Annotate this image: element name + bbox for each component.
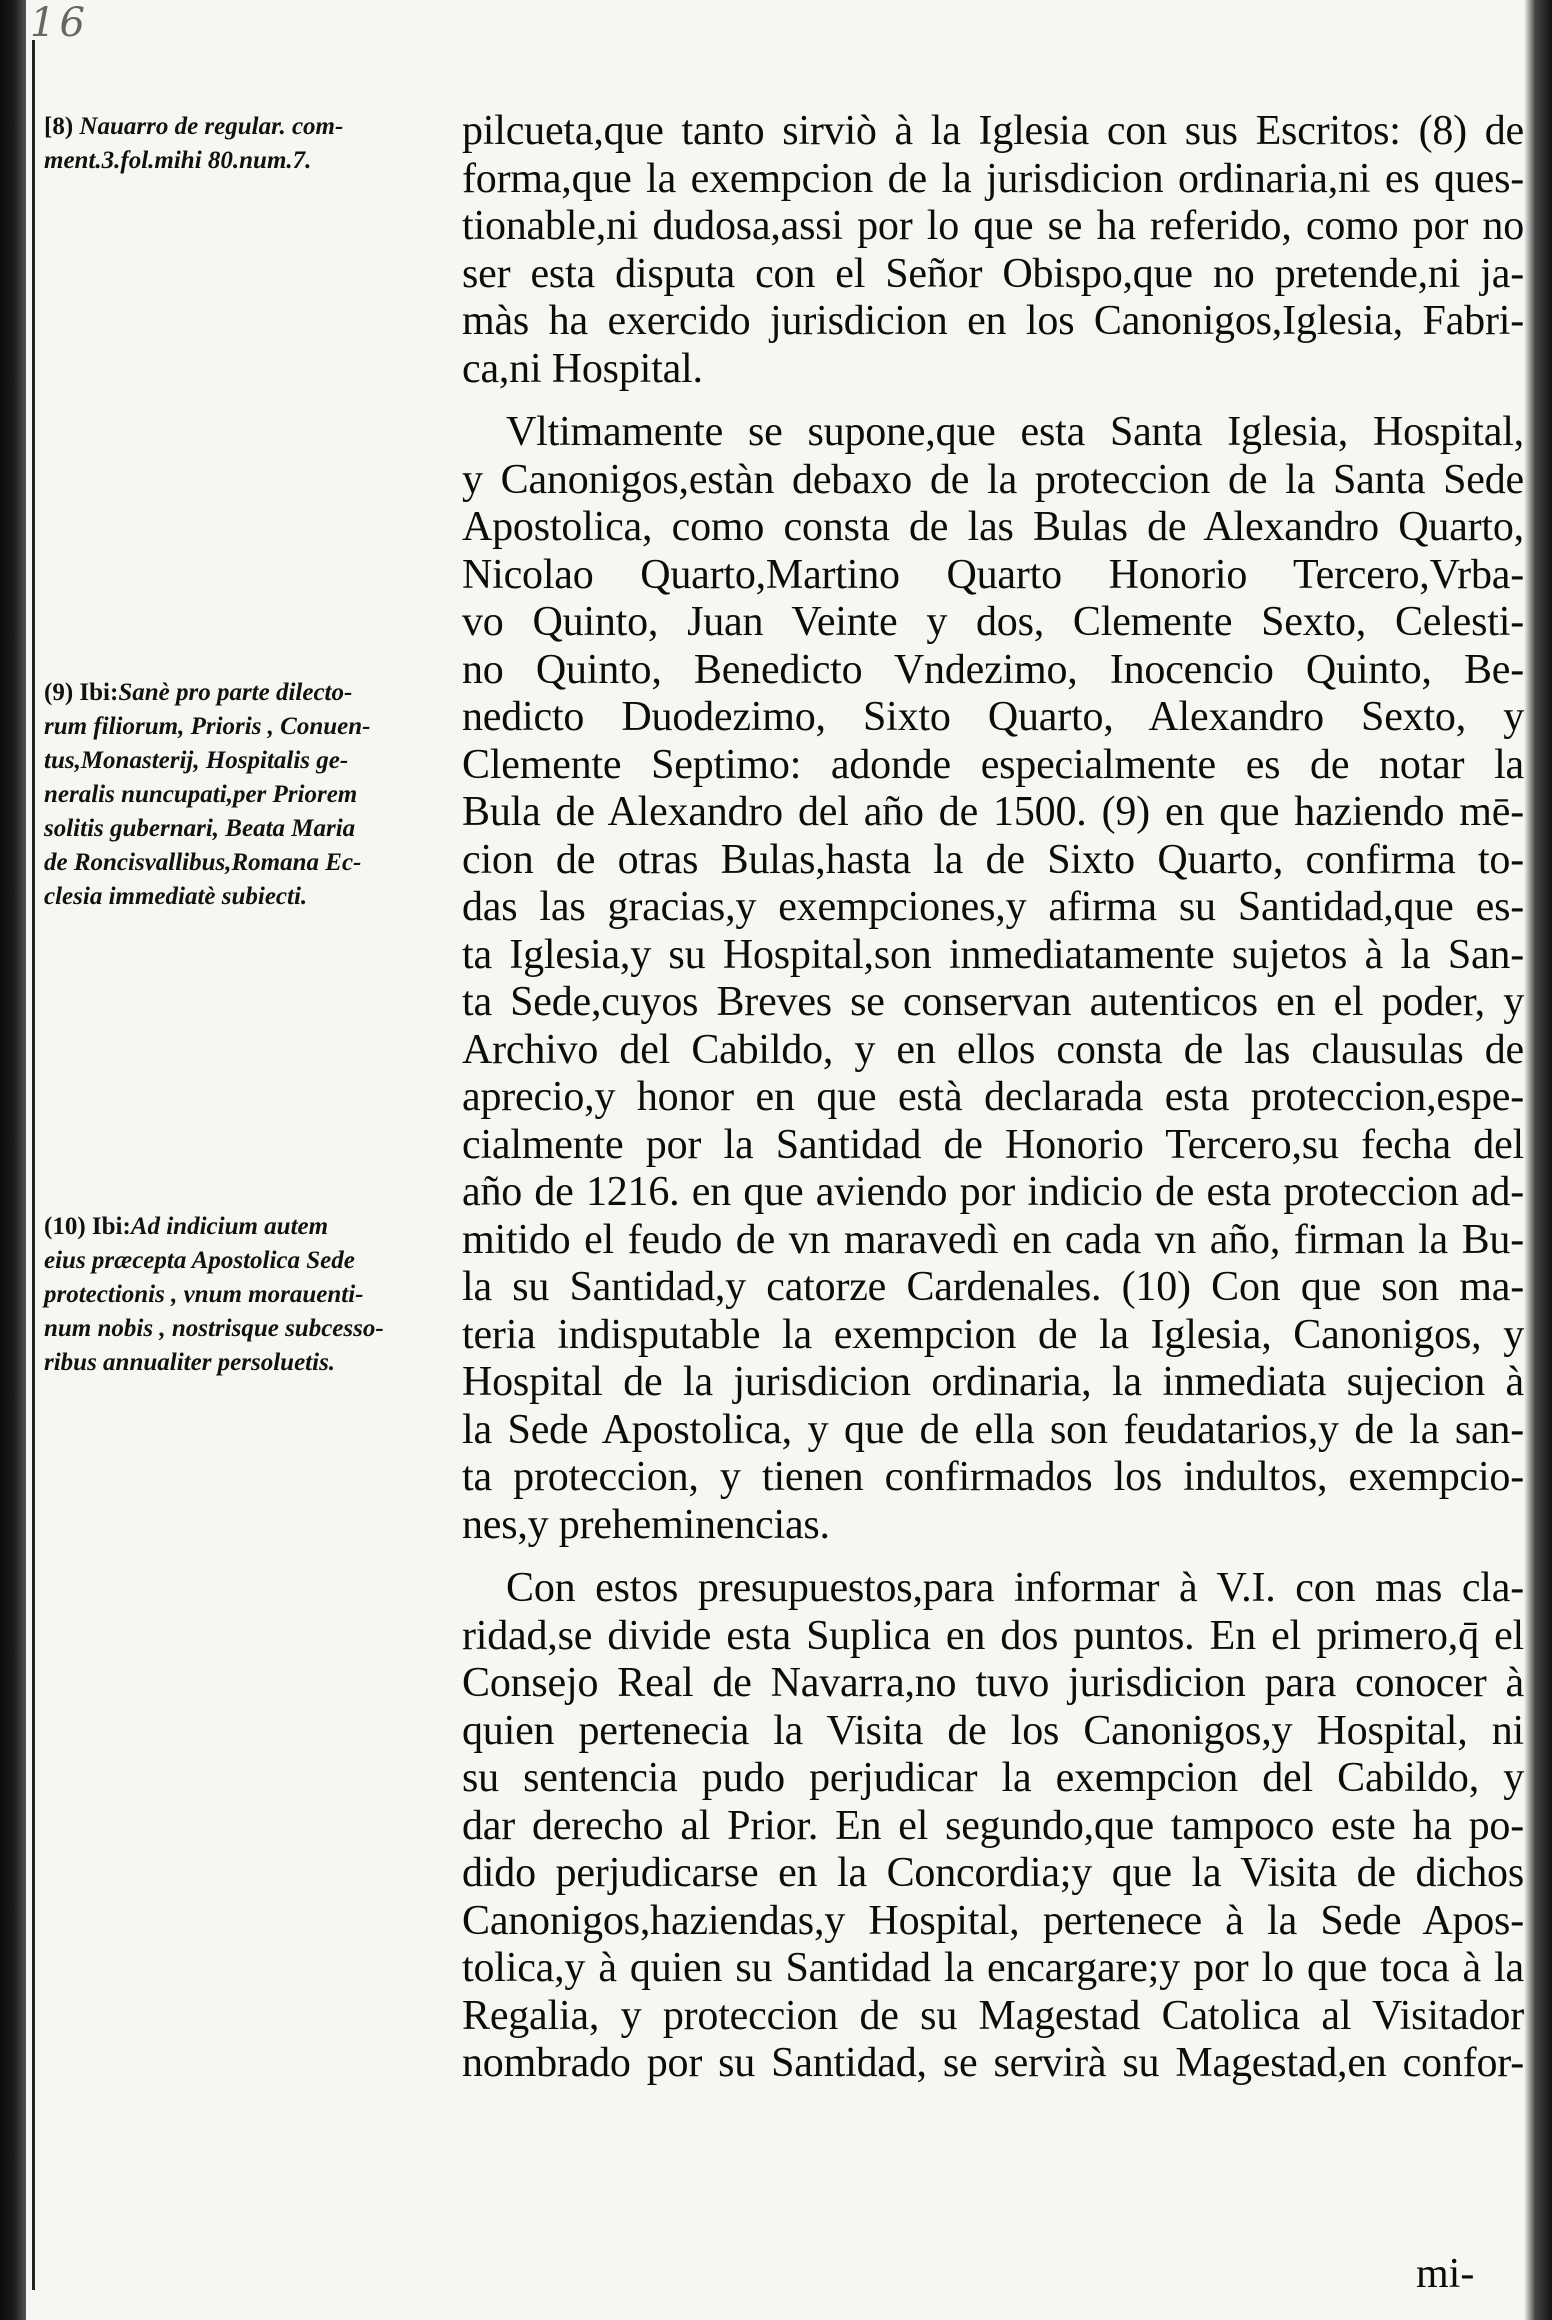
text-line: Hospital de la jurisdicion ordinaria, la inmediata sujecion à: [462, 1359, 1524, 1405]
show-through-bleed: [300, 180, 307, 216]
text-line: Con estos presupuestos,para informar à V.I. con mas cla-: [506, 1565, 1524, 1611]
page-edge-shadow: [1524, 0, 1552, 2320]
text-line: no Quinto, Benedicto Vndezimo, Inocencio Quinto, Be-: [462, 646, 1524, 693]
note-text: Ad indicium autem: [130, 1213, 329, 1240]
text-line: Nicolao Quarto,Martino Quarto Honorio Tercero,Vrba-: [462, 551, 1524, 598]
text-line: ridad,se divide esta Suplica en dos puntos. En el primero,q̄ el: [462, 1612, 1524, 1659]
text-line: Vltimamente se supone,que esta Santa Iglesia, Hospital,: [506, 409, 1524, 455]
text-line: pilcueta,que tanto sirviò à la Iglesia con sus Escritos: (8) de: [462, 108, 1524, 154]
page-margin-rule: [32, 40, 35, 2290]
note-text: ribus annualiter persoluetis.: [44, 1349, 336, 1376]
text-line: vo Quinto, Juan Veinte y dos, Clemente Sexto, Celesti-: [462, 599, 1524, 645]
text-line: nedicto Duodezimo, Sixto Quarto, Alexandro Sexto, y: [462, 694, 1524, 740]
text-line: nes,y preheminencias.: [462, 1501, 830, 1548]
text-line: Apostolica, como consta de las Bulas de Alexandro Quarto,: [462, 504, 1524, 550]
note-text: num nobis , nostrisque subcesso-: [44, 1315, 384, 1342]
page-binding-shadow: [0, 0, 26, 2320]
note-text: Sanè pro parte dilecto-: [118, 679, 353, 706]
text-line: nombrado por su Santidad, se servirà su Magestad,en confor-: [462, 2040, 1524, 2086]
text-line: forma,que la exempcion de la jurisdicion ordinaria,ni es ques-: [462, 155, 1524, 202]
text-line: cialmente por la Santidad de Honorio Tercero,su fecha del: [462, 1121, 1524, 1168]
text-line: ca,ni Hospital.: [462, 345, 703, 392]
text-line: mitido el feudo de vn maravedì en cada vn año, firman la Bu-: [462, 1216, 1524, 1263]
margin-note-line: [44, 110, 343, 144]
text-line: y Canonigos,estàn debaxo de la proteccion de la Santa Sede: [462, 456, 1524, 503]
note-number: (10) Ibi:: [44, 1213, 131, 1240]
text-line: quien pertenecia la Visita de los Canonigos,y Hospital, ni: [462, 1707, 1524, 1754]
text-line: cion de otras Bulas,hasta la de Sixto Quarto, confirma to-: [462, 836, 1524, 883]
text-line: ta Sede,cuyos Breves se conservan autenticos en el poder, y: [462, 979, 1524, 1025]
text-line: la su Santidad,y catorze Cardenales. (10) Con que son ma-: [462, 1264, 1524, 1310]
text-line: Bula de Alexandro del año de 1500. (9) en que haziendo mē-: [462, 789, 1524, 835]
text-line: tolica,y à quien su Santidad la encargare;y por lo que toca à la: [462, 1945, 1524, 1991]
note-text: ment.3.fol.mihi 80.num.7.: [44, 147, 312, 174]
margin-note-line: [44, 676, 370, 710]
margin-note-10: [44, 1210, 384, 1380]
text-line: das las gracias,y exempciones,y afirma su Santidad,que es-: [462, 884, 1524, 930]
margin-note-9: [44, 676, 370, 914]
text-line: año de 1216. en que aviendo por indicio de esta proteccion ad-: [462, 1169, 1524, 1215]
note-text: tus,Monasterij, Hospitalis ge-: [44, 747, 349, 774]
text-line: Regalia, y proteccion de su Magestad Catolica al Visitador: [462, 1992, 1524, 2039]
note-text: neralis nuncupati,per Priorem: [44, 781, 358, 808]
text-line: dido perjudicarse en la Concordia;y que la Visita de dichos: [462, 1850, 1524, 1896]
catchword: mi-: [1416, 2251, 1475, 2297]
margin-note-8: [44, 110, 343, 178]
note-text: clesia immediatè subiecti.: [44, 883, 308, 910]
note-text: de Roncisvallibus,Romana Ec-: [44, 849, 362, 876]
text-line: Consejo Real de Navarra,no tuvo jurisdicion para conocer à: [462, 1660, 1524, 1706]
text-line: ta proteccion, y tienen confirmados los indultos, exempcio-: [462, 1454, 1524, 1500]
margin-note-line: [44, 1210, 384, 1244]
text-line: teria indisputable la exempcion de la Iglesia, Canonigos, y: [462, 1311, 1524, 1358]
main-text-column: [462, 108, 1524, 2088]
text-line: ser esta disputa con el Señor Obispo,que no pretende,ni ja-: [462, 250, 1524, 297]
note-text: solitis gubernari, Beata Maria: [44, 815, 356, 842]
text-line: Canonigos,haziendas,y Hospital, pertenece à la Sede Apos-: [462, 1897, 1524, 1944]
text-line: màs ha exercido jurisdicion en los Canonigos,Iglesia, Fabri-: [462, 298, 1524, 344]
note-number: [8): [44, 113, 74, 140]
note-number: (9) Ibi:: [44, 679, 119, 706]
text-line: la Sede Apostolica, y que de ella son feudatarios,y de la san-: [462, 1406, 1524, 1453]
text-line: Clemente Septimo: adonde especialmente es de notar la: [462, 741, 1524, 788]
text-line: aprecio,y honor en que està declarada esta proteccion,espe-: [462, 1074, 1524, 1120]
note-text: protectionis , vnum morauenti-: [44, 1281, 364, 1308]
text-line: dar derecho al Prior. En el segundo,que tampoco este ha po-: [462, 1802, 1524, 1849]
text-line: ta Iglesia,y su Hospital,son inmediatamente sujetos à la San-: [462, 931, 1524, 978]
text-line: tionable,ni dudosa,assi por lo que se ha referido, como por no: [462, 203, 1524, 249]
text-line: su sentencia pudo perjudicar la exempcion del Cabildo, y: [462, 1755, 1524, 1801]
note-text: rum filiorum, Prioris , Conuen-: [44, 713, 371, 740]
note-text: Nauarro de regular. com-: [79, 113, 344, 140]
page-corner-mark: 16: [30, 0, 89, 46]
text-line: Archivo del Cabildo, y en ellos consta de las clausulas de: [462, 1026, 1524, 1073]
note-text: eius præcepta Apostolica Sede: [44, 1247, 355, 1274]
